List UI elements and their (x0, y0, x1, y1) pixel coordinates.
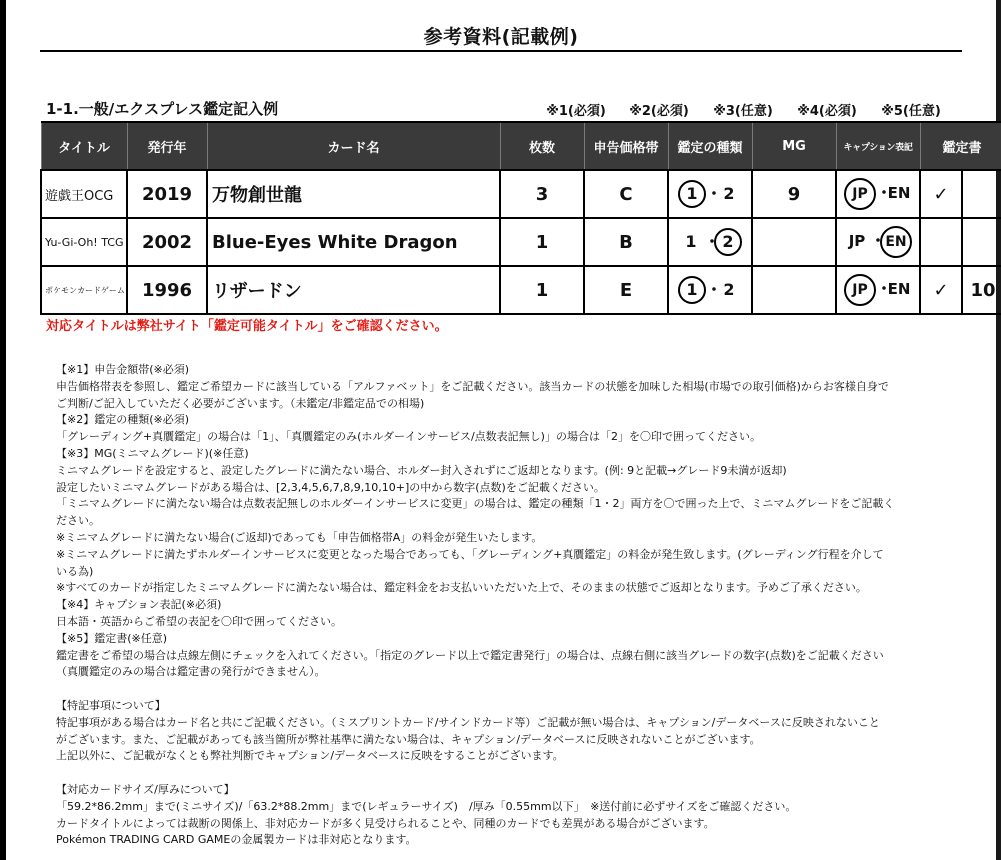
note5-line: （真贋鑑定のみの場合は鑑定書の発行ができません）。 (56, 665, 326, 679)
row-year: 2019 (127, 170, 207, 218)
header-card-name: カード名 (207, 122, 500, 170)
caption-jp-circled: JP (844, 274, 876, 306)
caption-separator: ・ (876, 279, 893, 298)
row-caption (836, 266, 920, 314)
type-option-2-circled: 2 (714, 228, 742, 256)
note-label-2: ※2(必須) (629, 104, 689, 119)
title-warning: 対応タイトルは弊社サイト「鑑定可能タイトル」をご確認ください。 (46, 319, 448, 334)
row-mg: 9 (752, 170, 836, 218)
table-row (41, 218, 1001, 266)
row-mg (752, 266, 836, 314)
caption-jp-circled: JP (844, 178, 876, 210)
note5-heading: 【※5】鑑定書(※任意) (56, 631, 168, 645)
note1-heading: 【※1】申告金額帯(※必須) (56, 363, 190, 376)
table-row (41, 266, 1001, 314)
spacer (56, 765, 948, 782)
type-option-1-circled: 1 (678, 276, 706, 304)
note3-line: ※ミニマムグレードに満たない場合(ご返却)であっても「申告価格帯A」の料金が発生いたします。 (56, 530, 543, 544)
spacer (56, 681, 948, 698)
note3-line: ※すべてのカードが指定したミニマムグレードに満たない場合は、鑑定料金をお支払いいただいた上で、そのままの状態でご返却となります。予めご了承ください。 (56, 581, 867, 595)
note3-line: いる為) (56, 564, 94, 578)
row-title: ポケモンカードゲーム (41, 266, 127, 314)
header-grading-type: 鑑定の種類 (668, 122, 752, 170)
note3-line: 設定したいミニマムグレードがある場合は、[2,3,4,5,6,7,8,9,10,10+]の中から数字(点数)をご記載ください。 (56, 480, 605, 494)
special-notes-line: がございます。また、ご記載があっても該当箇所が弊社基準に満たない場合は、キャプション/データベースに反映されないことがございます。 (56, 732, 761, 746)
type-separator: ・ (704, 232, 721, 251)
card-size-heading: 【対応カードサイズ/厚みについて】 (56, 782, 235, 796)
section-title: 1-1.一般/エクスプレス鑑定記入例 (46, 100, 279, 118)
caption-jp: JP (848, 232, 866, 250)
header-certificate: 鑑定書 (920, 122, 1001, 170)
note1-line: ご判断/ご記入していただく必要がございます。（未鑑定/非鑑定品での相場) (56, 396, 425, 410)
header-mg: MG (752, 122, 836, 170)
card-size-line: カードタイトルによっては裁断の関係上、非対応カードが多く見受けられることや、同種のカードでも差異がある場合がございます。 (56, 816, 715, 830)
header-year: 発行年 (127, 122, 207, 170)
row-year: 1996 (127, 266, 207, 314)
row-cert-grade: 10 (962, 266, 1001, 314)
row-quantity: 3 (500, 170, 584, 218)
special-notes-heading: 【特記事項について】 (56, 698, 166, 712)
row-quantity: 1 (500, 218, 584, 266)
row-grading-type (668, 218, 752, 266)
row-cert-check (920, 218, 962, 266)
note2-line: 「グレーディング+真贋鑑定」の場合は「1」、「真贋鑑定のみ(ホルダーインサービス/点数表記無し)」の場合は「2」を〇印で囲ってください。 (56, 430, 761, 444)
row-title: 遊戯王OCG (41, 170, 127, 218)
note-label-4: ※4(必須) (797, 104, 857, 119)
card-size-line: 「59.2*86.2mm」まで(ミニサイズ)/「63.2*88.2mm」まで(レギュラーサイズ) /厚み「0.55mm以下」 ※送付前に必ずサイズをご確認ください。 (56, 799, 797, 813)
note2-heading: 【※2】鑑定の種類(※必須) (56, 413, 190, 427)
note4-line: 日本語・英語からご希望の表記を〇印で囲ってください。 (56, 614, 342, 628)
caption-en: EN (887, 184, 911, 202)
header-caption: キャプション表記 (836, 122, 920, 170)
special-notes-line: 上記以外に、ご記載がなくとも弊社判断でキャプション/データベースに反映をすることがございます。 (56, 749, 564, 763)
caption-separator: ・ (876, 183, 893, 202)
title-underline (40, 50, 962, 52)
row-cert-check: ✓ (920, 170, 962, 218)
note5-line: 鑑定書をご希望の場合は点線左側にチェックを入れてください。「指定のグレード以上で鑑定書発行」の場合は、点線右側に該当グレードの数字(点数)をご記載ください (56, 648, 884, 662)
row-cert-grade (962, 170, 1001, 218)
note3-line: 「ミニマムグレードに満たない場合は点数表記無しのホルダーインサービスに変更」の場合は、鑑定の種類「1・2」両方を〇で囲った上で、ミニマムグレードをご記載く (56, 497, 895, 511)
row-grading-type (668, 266, 752, 314)
page-title: 参考資料(記載例) (423, 26, 579, 48)
type-option-2: 2 (723, 184, 735, 203)
card-size-line: Pokémon TRADING CARD GAMEの金属製カードは非対応となります。 (56, 833, 417, 847)
table-row (41, 170, 1001, 218)
row-caption (836, 170, 920, 218)
row-grading-type (668, 170, 752, 218)
table-header-row (41, 122, 1001, 170)
left-border (0, 0, 6, 860)
note3-heading: 【※3】MG(ミニマムグレード)(※任意) (56, 446, 249, 460)
row-caption (836, 218, 920, 266)
row-year: 2002 (127, 218, 207, 266)
row-price-band: E (584, 266, 668, 314)
type-separator: ・ (706, 280, 723, 299)
row-card-name: リザードン (207, 266, 500, 314)
caption-separator: ・ (870, 231, 887, 250)
caption-en: EN (887, 280, 911, 298)
row-quantity: 1 (500, 266, 584, 314)
notes-block (56, 362, 948, 849)
header-title: タイトル (41, 122, 127, 170)
row-cert-grade (962, 218, 1001, 266)
header-price-band: 申告価格帯 (584, 122, 668, 170)
note1-line: 申告価格帯表を参照し、鑑定ご希望カードに該当している「アルファベット」をご記載ください。該当カードの状態を加味した相場(市場での取引価格)からお客様自身で (56, 379, 889, 393)
special-notes-line: 特記事項がある場合はカード名と共にご記載ください。（ミスプリントカード/サインドカード等）ご記載が無い場合は、キャプション/データベースに反映されないこと (56, 715, 880, 729)
note-label-3: ※3(任意) (713, 104, 773, 119)
row-card-name: 万物創世龍 (207, 170, 500, 218)
type-option-1: 1 (685, 232, 697, 251)
type-option-2: 2 (723, 280, 735, 299)
type-separator: ・ (706, 184, 723, 203)
note3-line: ミニマムグレードを設定すると、設定したグレードに満たない場合、ホルダー封入されずにご返却となります。(例: 9と記載→グレード9未満が返却) (56, 463, 787, 477)
header-quantity: 枚数 (500, 122, 584, 170)
note3-line: ださい。 (56, 514, 100, 528)
row-card-name: Blue-Eyes White Dragon (207, 218, 500, 266)
row-title: Yu-Gi-Oh! TCG (41, 218, 127, 266)
note-label-1: ※1(必須) (546, 104, 606, 119)
caption-en-circled: EN (880, 226, 912, 258)
type-option-1-circled: 1 (678, 180, 706, 208)
row-cert-check: ✓ (920, 266, 962, 314)
note-label-5: ※5(任意) (881, 104, 941, 119)
note3-line: ※ミニマムグレードに満たずホルダーインサービスに変更となった場合であっても、「グレーディング+真贋鑑定」の料金が発生致します。(グレーディング行程を介して (56, 547, 884, 561)
row-price-band: B (584, 218, 668, 266)
row-price-band: C (584, 170, 668, 218)
row-mg (752, 218, 836, 266)
note4-heading: 【※4】キャプション表記(※必須) (56, 598, 222, 612)
grading-example-table (40, 121, 1001, 315)
